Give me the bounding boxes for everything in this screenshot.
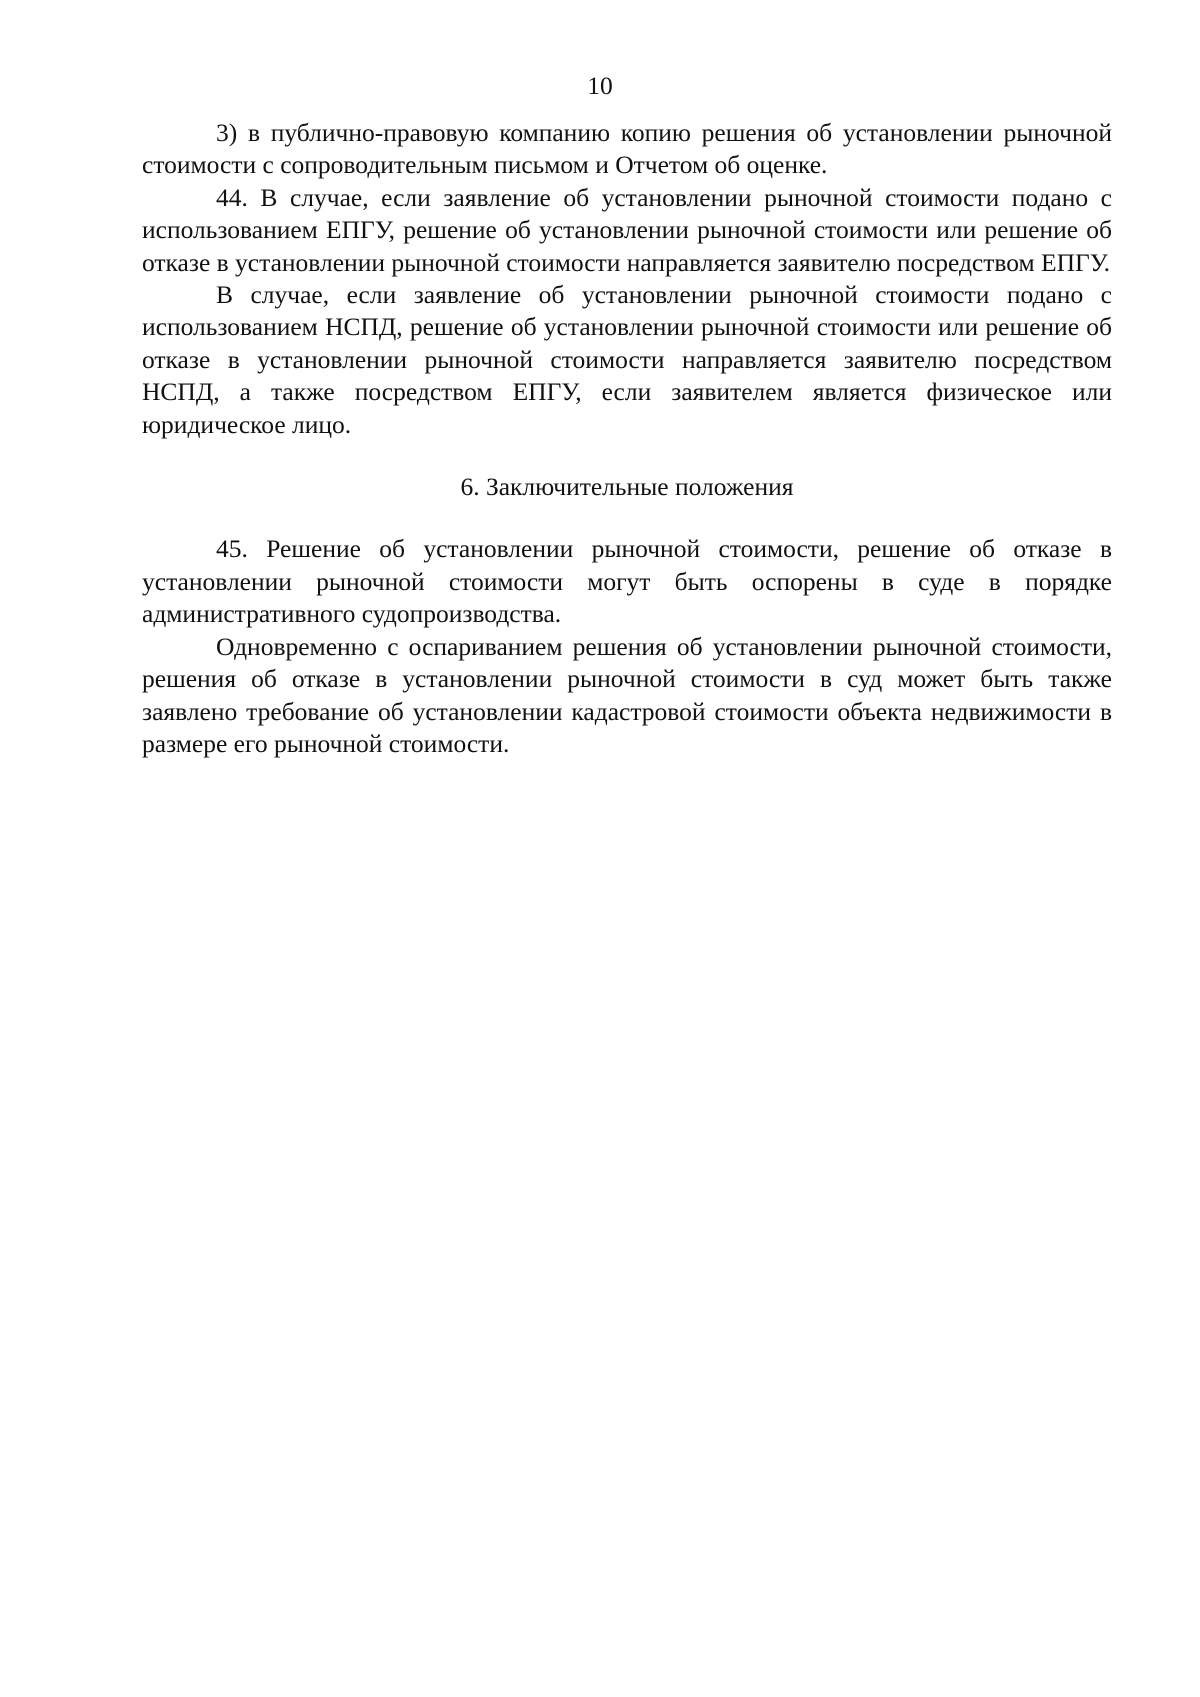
section-heading: 6. Заключительные положения — [460, 472, 794, 502]
paragraph-45-challenge: Одновременно с оспариванием решения об установлении рыночной стоимости, решения об отказе в установлении рыночной стоимости в суд может быть также заявлено требование об установлении кадастровой стоимости объекта недвижимости в размере его рыночной стоимости. — [142, 631, 1112, 758]
paragraph-44-nspd: В случае, если заявление об установлении рыночной стоимости подано с использованием НСПД, решение об установлении рыночной стоимости или решение об отказе в установлении рыночной стоимости направляется заявителю посредством НСПД, а также посредством ЕПГУ, если заявителем является физическое или юридическое лицо. — [142, 280, 1112, 439]
paragraph-item-3: 3) в публично-правовую компанию копию решения об установлении рыночной стоимости с сопроводительным письмом и Отчетом об оценке. — [142, 118, 1112, 180]
page-number: 10 — [587, 71, 613, 100]
paragraph-45: 45. Решение об установлении рыночной стоимости, решение об отказе в установлении рыночной стоимости могут быть оспорены в суде в порядке административного судопроизводства. — [142, 534, 1112, 629]
paragraph-44: 44. В случае, если заявление об установлении рыночной стоимости подано с использованием ЕПГУ, решение об установлении рыночной стоимости или решение об отказе в установлении рыночной стоимости направляется заявителю посредством ЕПГУ. — [142, 182, 1112, 277]
document-body — [142, 117, 1112, 760]
